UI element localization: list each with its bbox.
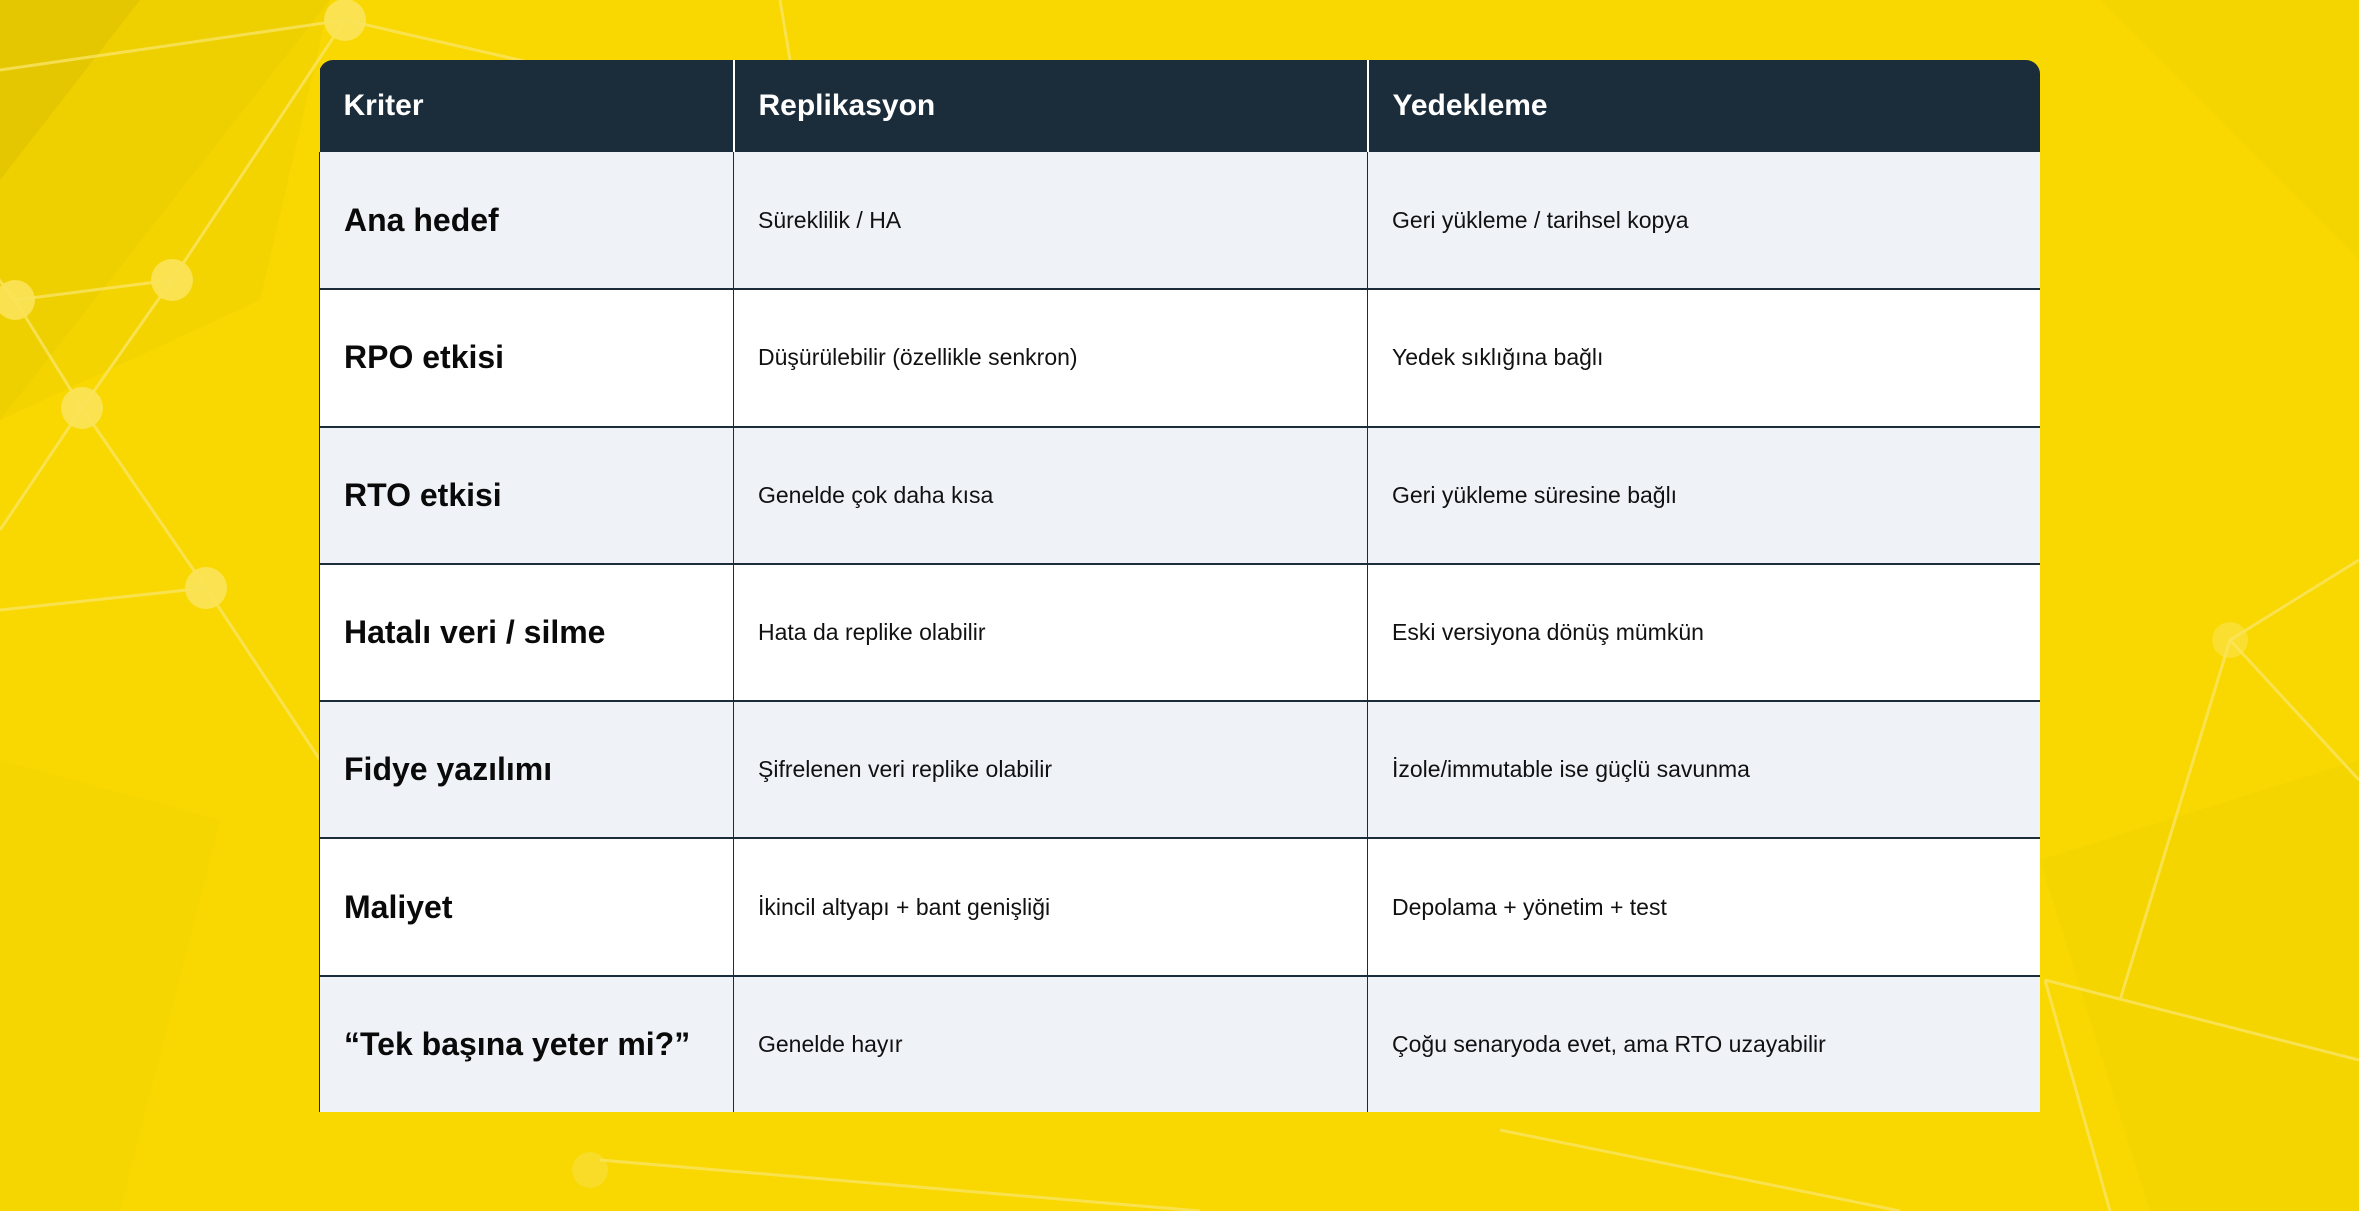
criterion-cell: “Tek başına yeter mi?” [320, 976, 734, 1112]
replication-cell: Genelde çok daha kısa [734, 427, 1368, 564]
backup-cell: İzole/immutable ise güçlü savunma [1368, 701, 2041, 838]
backup-cell: Eski versiyona dönüş mümkün [1368, 564, 2041, 701]
criterion-cell: RPO etkisi [320, 289, 734, 426]
backup-cell: Geri yükleme / tarihsel kopya [1368, 152, 2041, 289]
comparison-table [319, 60, 2040, 1112]
header-criterion: Kriter [320, 60, 734, 152]
table-row [320, 701, 2041, 838]
table-row [320, 838, 2041, 975]
criterion-cell: Hatalı veri / silme [320, 564, 734, 701]
criterion-cell: Ana hedef [320, 152, 734, 289]
criterion-cell: Maliyet [320, 838, 734, 975]
replication-cell: Düşürülebilir (özellikle senkron) [734, 289, 1368, 426]
backup-cell: Depolama + yönetim + test [1368, 838, 2041, 975]
table-header-row [320, 60, 2041, 152]
criterion-cell: RTO etkisi [320, 427, 734, 564]
replication-cell: İkincil altyapı + bant genişliği [734, 838, 1368, 975]
header-backup: Yedekleme [1368, 60, 2041, 152]
backup-cell: Çoğu senaryoda evet, ama RTO uzayabilir [1368, 976, 2041, 1112]
replication-cell: Süreklilik / HA [734, 152, 1368, 289]
backup-cell: Yedek sıklığına bağlı [1368, 289, 2041, 426]
criterion-cell: Fidye yazılımı [320, 701, 734, 838]
table-row [320, 976, 2041, 1112]
replication-cell: Şifrelenen veri replike olabilir [734, 701, 1368, 838]
backup-cell: Geri yükleme süresine bağlı [1368, 427, 2041, 564]
table-row [320, 564, 2041, 701]
replication-cell: Hata da replike olabilir [734, 564, 1368, 701]
table-row [320, 427, 2041, 564]
replication-cell: Genelde hayır [734, 976, 1368, 1112]
header-replication: Replikasyon [734, 60, 1368, 152]
table-row [320, 152, 2041, 289]
table-row [320, 289, 2041, 426]
